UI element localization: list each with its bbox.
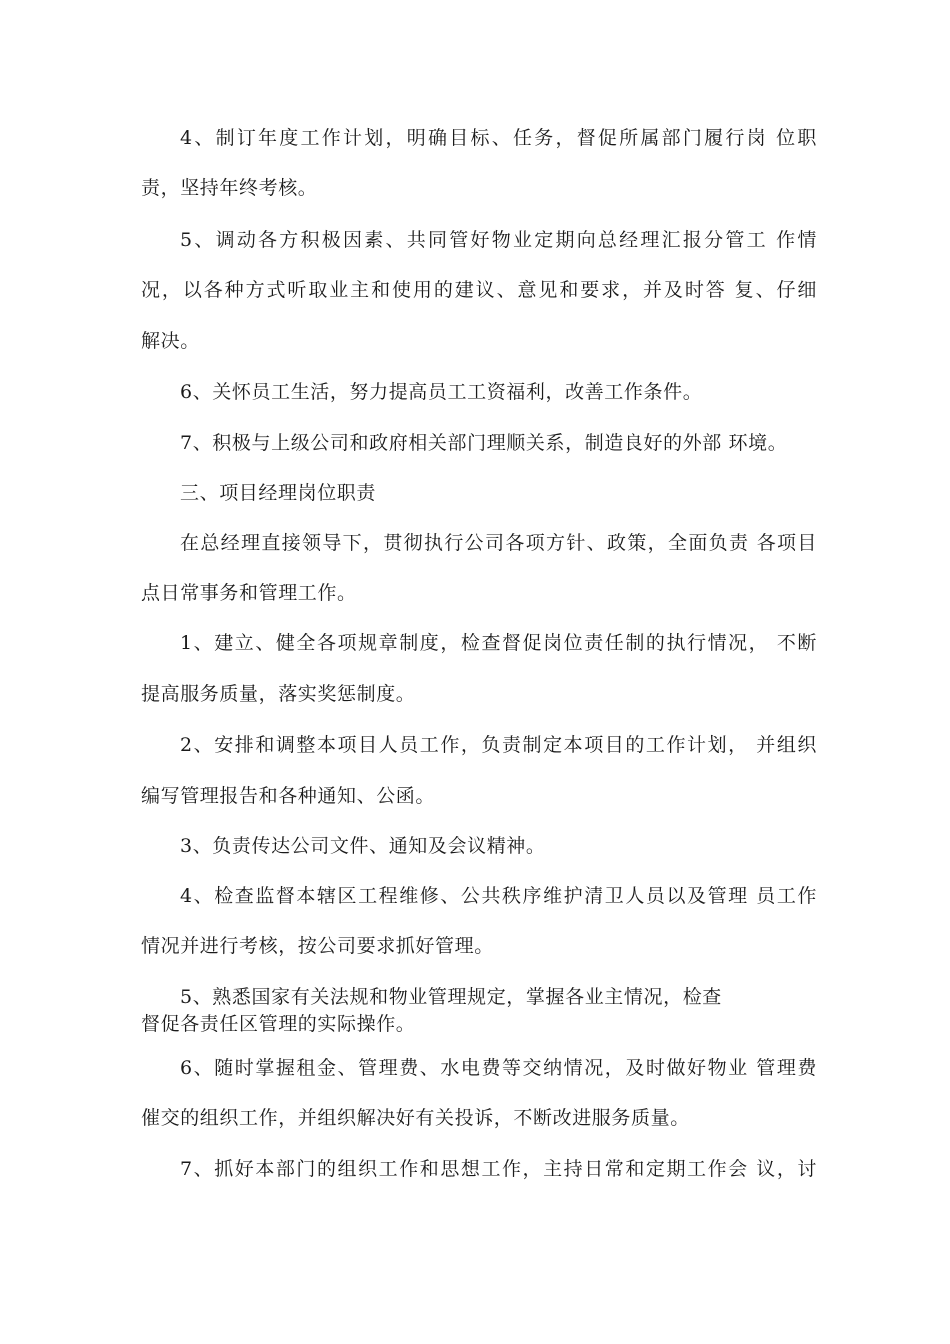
paragraph-line: 1、建立、健全各项规章制度，检查督促岗位责任制的执行情况， 不断 (180, 632, 817, 654)
paragraph-line: 4、检查监督本辖区工程维修、公共秩序维护清卫人员以及管理 员工作 (180, 885, 817, 907)
paragraph-line: 编写管理报告和各种通知、公函。 (141, 785, 436, 807)
paragraph-line: 督促各责任区管理的实际操作。 (141, 1013, 416, 1035)
paragraph-line: 催交的组织工作，并组织解决好有关投诉，不断改进服务质量。 (141, 1107, 690, 1129)
section-heading: 三、项目经理岗位职责 (180, 482, 377, 504)
paragraph-line: 4、制订年度工作计划，明确目标、任务，督促所属部门履行岗 位职 (180, 127, 817, 149)
paragraph-line: 提高服务质量，落实奖惩制度。 (141, 683, 416, 705)
paragraph-line: 3、负责传达公司文件、通知及会议精神。 (180, 835, 546, 857)
paragraph-line: 情况并进行考核，按公司要求抓好管理。 (141, 935, 494, 957)
paragraph-line: 责，坚持年终考核。 (141, 177, 318, 199)
paragraph-line: 2、安排和调整本项目人员工作，负责制定本项目的工作计划， 并组织 (180, 734, 817, 756)
paragraph-line: 况，以各种方式听取业主和使用的建议、意见和要求，并及时答 复、仔细 (141, 279, 817, 301)
paragraph-line: 5、调动各方积极因素、共同管好物业定期向总经理汇报分管工 作情 (180, 229, 817, 251)
paragraph-line: 6、关怀员工生活，努力提高员工工资福利，改善工作条件。 (180, 381, 703, 403)
paragraph-line: 解决。 (141, 330, 200, 352)
paragraph-line: 5、熟悉国家有关法规和物业管理规定，掌握各业主情况，检查 (180, 986, 722, 1008)
paragraph-line: 6、随时掌握租金、管理费、水电费等交纳情况，及时做好物业 管理费 (180, 1057, 817, 1079)
paragraph-line: 在总经理直接领导下，贯彻执行公司各项方针、政策，全面负责 各项目 (180, 532, 817, 554)
paragraph-line: 7、抓好本部门的组织工作和思想工作，主持日常和定期工作会 议，讨 (180, 1158, 817, 1180)
paragraph-line: 点日常事务和管理工作。 (141, 582, 357, 604)
paragraph-line: 7、积极与上级公司和政府相关部门理顺关系，制造良好的外部 环境。 (180, 432, 788, 454)
